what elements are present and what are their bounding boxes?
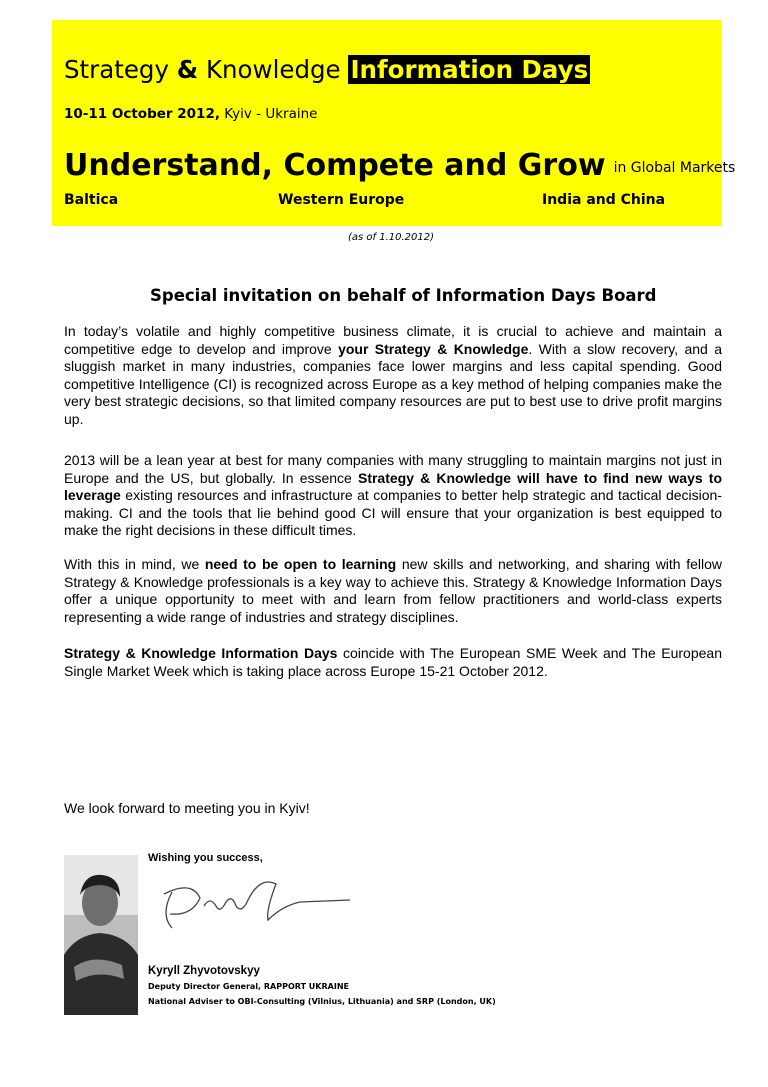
signer-title-2: National Adviser to OBI-Consulting (Vilnius, Lithuania) and SRP (London, UK) [148,997,496,1006]
invitation-title: Special invitation on behalf of Information Days Board [150,286,657,305]
paragraph-3: With this in mind, we need to be open to learning new skills and networking, and sharing with fellow Strategy & Knowledge professionals is a key way to achieve this. Strategy & Knowledge Information Days offer a unique opportunity to meet with and learn from fellow practitioners and world-class experts representing a wide range of industries and strategy disciplines. [64,556,722,625]
event-date: 10-11 October 2012, Kyiv - Ukraine [64,106,318,122]
region-baltica: Baltica [64,192,119,208]
region-india-china: India and China [542,192,666,208]
signer-name: Kyryll Zhyvotovskyy [148,965,260,977]
headline: Understand, Compete and Grow in Global Markets [64,148,736,183]
as-of-date: (as of 1.10.2012) [348,232,435,243]
paragraph-4: Strategy & Knowledge Information Days coincide with The European SME Week and The European Single Market Week which is taking place across Europe 15-21 October 2012. [64,645,722,679]
paragraph-2: 2013 will be a lean year at best for many companies with many struggling to maintain margins not just in Europe and the US, but globally. In essence Strategy & Knowledge will have to find new ways to leverage existing resources and infrastructure at companies to better help strategic and tactical decision-making. CI and the tools that lie behind good CI will ensure that your organization is best equipped to make the right decisions in these difficult times. [64,452,723,538]
signer-title-1: Deputy Director General, RAPPORT UKRAINE [148,982,349,991]
handwritten-signature [150,870,360,950]
author-photo [64,855,138,1015]
title-highlight: Information Days [350,55,589,84]
event-title: Strategy & Knowledge Information Days [64,55,589,84]
paragraph-1: In today’s volatile and highly competitive business climate, it is crucial to achieve and maintain a competitive edge to develop and improve your Strategy & Knowledge. With a slow recovery, and a sluggish market in many industries, companies face lower margins and less capital spending. Good competitive Intelligence (CI) is recognized across Europe as a key method of helping companies make the very best strategic decisions, so that limited company resources are put to best use to drive profit margins up. [64,323,722,427]
closing-line: We look forward to meeting you in Kyiv! [64,800,310,816]
region-western-europe: Western Europe [278,192,405,208]
wishing-text: Wishing you success, [148,852,263,864]
